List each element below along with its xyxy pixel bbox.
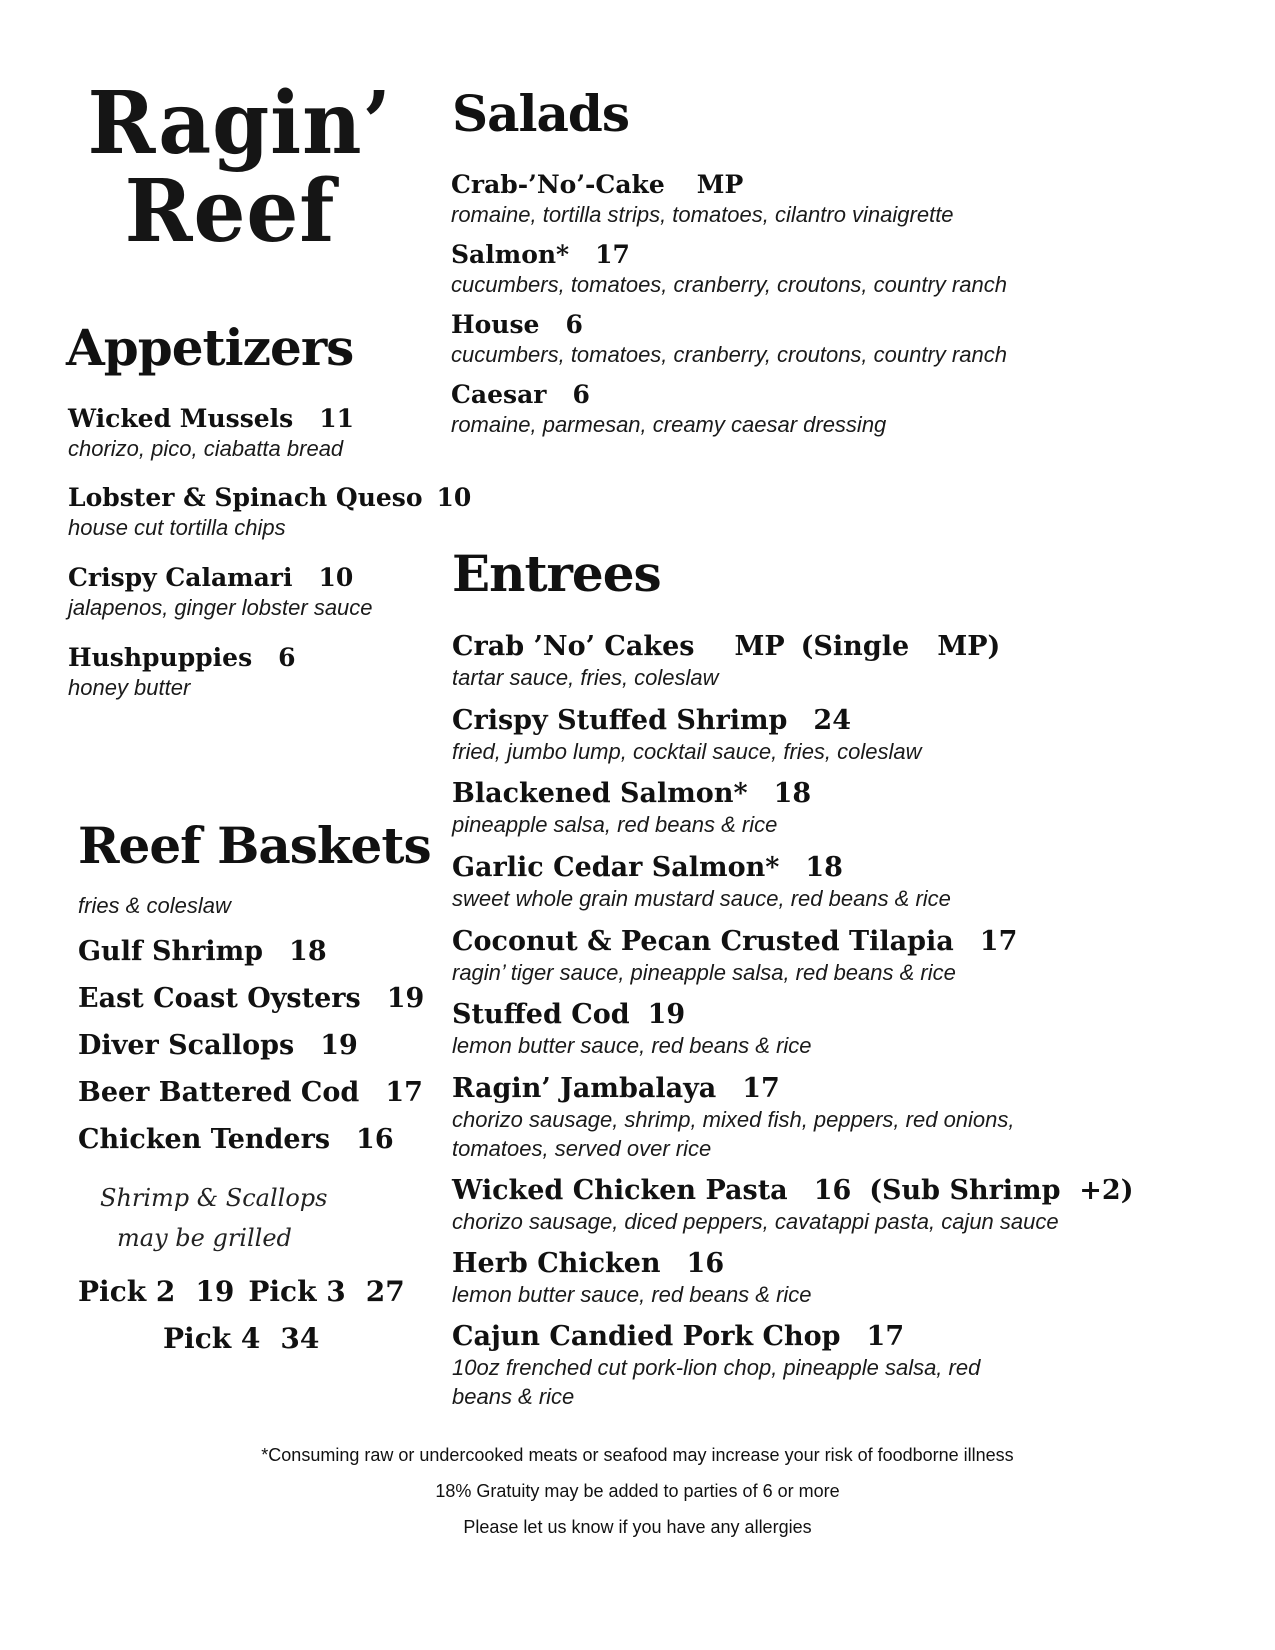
pick-2-label: Pick 2	[78, 1275, 176, 1308]
menu-item	[452, 631, 1000, 692]
pick-4-label: Pick 4	[163, 1322, 261, 1355]
item-description: jalapenos, ginger lobster sauce	[68, 595, 373, 620]
item-price: 16	[686, 1248, 725, 1279]
item-name: Wicked Mussels	[68, 404, 294, 433]
allergy-note: Please let us know if you have any allergies	[463, 1517, 812, 1537]
item-description: house cut tortilla chips	[68, 515, 286, 540]
item-price: 19	[320, 1030, 358, 1061]
restaurant-logo	[87, 73, 392, 262]
item-description: chorizo, pico, ciabatta bread	[68, 436, 344, 461]
item-price: 19	[647, 999, 686, 1030]
item-extra: (Single MP)	[800, 631, 1001, 662]
item-price: MP	[734, 631, 785, 662]
item-description: honey butter	[68, 675, 191, 700]
item-name: Crispy Stuffed Shrimp	[452, 705, 788, 736]
basket-item	[78, 1124, 394, 1156]
item-description: pineapple salsa, red beans & rice	[452, 812, 778, 837]
menu-item	[452, 1073, 1092, 1163]
menu-item	[452, 778, 811, 839]
item-price: 17	[385, 1077, 423, 1108]
item-name: Crispy Calamari	[68, 563, 293, 592]
basket-item	[78, 1077, 423, 1109]
item-price: 17	[866, 1321, 905, 1352]
item-name: Gulf Shrimp	[78, 936, 264, 967]
item-description: tartar sauce, fries, coleslaw	[452, 665, 719, 690]
item-price: 17	[979, 926, 1018, 957]
item-price: 18	[773, 778, 812, 809]
item-price: 11	[319, 404, 355, 433]
pick-4-row	[163, 1322, 333, 1356]
menu-item	[452, 705, 922, 766]
pick-3-label: Pick 3	[248, 1275, 346, 1308]
menu-item	[452, 1248, 812, 1309]
item-description: sweet whole grain mustard sauce, red beans & rice	[452, 886, 951, 911]
item-name: Ragin’ Jambalaya	[452, 1073, 717, 1104]
item-price: 16	[356, 1124, 394, 1155]
item-name: Crab ’No’ Cakes	[452, 631, 695, 662]
item-description: 10oz frenched cut pork-lion chop, pineapple salsa, red beans & rice	[452, 1355, 981, 1409]
item-price: 19	[386, 983, 425, 1014]
item-name: Herb Chicken	[452, 1248, 661, 1279]
item-description: lemon butter sauce, red beans & rice	[452, 1282, 812, 1307]
item-description: romaine, tortilla strips, tomatoes, cilantro vinaigrette	[451, 202, 954, 227]
item-name: Blackened Salmon*	[452, 778, 748, 809]
item-description: lemon butter sauce, red beans & rice	[452, 1033, 812, 1058]
item-name: House	[451, 310, 540, 339]
menu-item	[68, 643, 296, 702]
item-description: cucumbers, tomatoes, cranberry, croutons, country ranch	[451, 342, 1007, 367]
grill-note-line-1: Shrimp & Scallops	[100, 1184, 328, 1212]
item-description: romaine, parmesan, creamy caesar dressing	[451, 412, 887, 437]
item-description: cucumbers, tomatoes, cranberry, croutons, country ranch	[451, 272, 1007, 297]
item-name: Diver Scallops	[78, 1030, 295, 1061]
item-price: MP	[696, 170, 744, 199]
item-price: 17	[742, 1073, 780, 1104]
item-price: 6	[278, 643, 296, 672]
menu-item	[68, 483, 471, 542]
menu-item	[68, 404, 354, 463]
item-name: Salmon*	[451, 240, 570, 269]
menu-item	[452, 1175, 1134, 1236]
item-price: 10	[318, 563, 354, 592]
item-price: 16	[813, 1175, 852, 1206]
item-description: chorizo sausage, shrimp, mixed fish, peppers, red onions, tomatoes, served over rice	[452, 1107, 1015, 1161]
item-name: Chicken Tenders	[78, 1124, 331, 1155]
item-name: Hushpuppies	[68, 643, 253, 672]
item-name: Cajun Candied Pork Chop	[452, 1321, 841, 1352]
pick-pricing-row	[78, 1275, 419, 1309]
item-name: Lobster & Spinach Queso	[68, 483, 423, 512]
basket-item	[78, 983, 424, 1015]
basket-item	[78, 936, 327, 968]
menu-item	[68, 563, 373, 622]
item-price: 10	[436, 483, 472, 512]
item-name: East Coast Oysters	[78, 983, 361, 1014]
item-price: 17	[595, 240, 630, 269]
item-description: fried, jumbo lump, cocktail sauce, fries, coleslaw	[452, 739, 922, 764]
menu-item	[451, 380, 886, 439]
item-name: Stuffed Cod	[452, 999, 630, 1030]
raw-food-disclaimer: *Consuming raw or undercooked meats or seafood may increase your risk of foodborne illness	[261, 1445, 1014, 1465]
item-description: chorizo sausage, diced peppers, cavatappi pasta, cajun sauce	[452, 1209, 1059, 1234]
item-price: 18	[805, 852, 843, 883]
grill-note-line-2: may be grilled	[117, 1224, 292, 1252]
menu-item	[451, 170, 954, 229]
logo-line-2: Reef	[124, 161, 336, 262]
menu-item	[452, 926, 1017, 987]
item-price: 6	[572, 380, 590, 409]
menu-item	[452, 1321, 1012, 1411]
reef-baskets-heading: Reef Baskets	[78, 816, 431, 875]
pick-3-price: 27	[365, 1275, 405, 1308]
baskets-subtitle: fries & coleslaw	[78, 893, 231, 918]
pick-2-price: 19	[195, 1275, 235, 1308]
pick-4-price: 34	[280, 1322, 320, 1355]
item-description: ragin’ tiger sauce, pineapple salsa, red beans & rice	[452, 960, 956, 985]
gratuity-note: 18% Gratuity may be added to parties of 6 or more	[435, 1481, 840, 1501]
basket-item	[78, 1030, 358, 1062]
item-name: Garlic Cedar Salmon*	[452, 852, 780, 883]
item-name: Coconut & Pecan Crusted Tilapia	[452, 926, 954, 957]
logo-line-1: Ragin’	[87, 73, 392, 174]
item-name: Wicked Chicken Pasta	[452, 1175, 788, 1206]
appetizers-heading: Appetizers	[66, 318, 354, 377]
item-name: Caesar	[451, 380, 547, 409]
menu-item	[451, 240, 1007, 299]
menu-item	[452, 852, 951, 913]
menu-item	[451, 310, 1007, 369]
menu-item	[452, 999, 812, 1060]
item-price: 18	[289, 936, 327, 967]
item-name: Beer Battered Cod	[78, 1077, 360, 1108]
item-extra: (Sub Shrimp +2)	[869, 1175, 1134, 1206]
salads-heading: Salads	[452, 84, 630, 143]
entrees-heading: Entrees	[452, 544, 661, 603]
item-name: Crab-’No’-Cake	[451, 170, 665, 199]
item-price: 6	[565, 310, 583, 339]
item-price: 24	[813, 705, 851, 736]
